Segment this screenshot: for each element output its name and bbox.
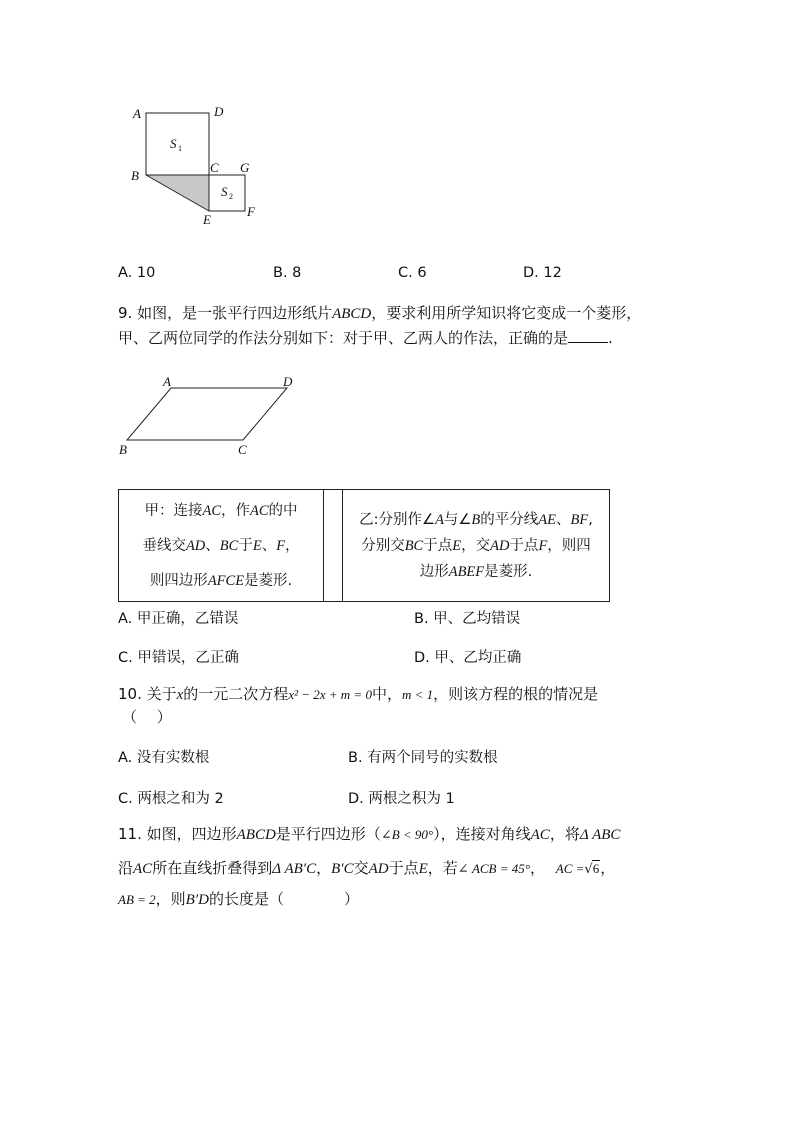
q11-line2: 沿AC所在直线折叠得到Δ AB′C，B′C交AD于点E，若∠ ACB = 45°， AC =√6， (118, 859, 616, 877)
q8-option-c: C. 6 (398, 265, 427, 281)
label-s2: S (221, 184, 228, 199)
label-c: C (238, 442, 247, 457)
label-c: C (210, 160, 219, 175)
q9-option-a: A. 甲正确，乙错误 (118, 611, 239, 627)
label-b: B (119, 442, 127, 457)
q11-line1: 11. 如图，四边形ABCD是平行四边形（∠B < 90°），连接对角线AC，将Δ ABC (118, 825, 621, 843)
label-s1-sub: 1 (178, 144, 182, 153)
method-yi: 乙:分别作∠A与∠B的平分线AE、BF, 分别交BC于点E，交AD于点F，则四 边形ABEF是菱形. (343, 490, 610, 602)
parallelogram-abcd (127, 388, 287, 440)
q10-option-d: D. 两根之积为 1 (348, 791, 455, 807)
label-e: E (203, 212, 211, 227)
label-s1: S (170, 136, 177, 151)
figure-parallelogram (115, 372, 305, 462)
q8-option-a: A. 10 (118, 265, 156, 281)
label-a: A (133, 106, 141, 121)
q8-option-b: B. 8 (273, 265, 302, 281)
q9-option-b: B. 甲、乙均错误 (414, 611, 521, 627)
q11-line3: AB = 2，则B′D的长度是（ ） (118, 890, 359, 908)
q10-answer-paren: （ ） (122, 708, 172, 726)
answer-blank[interactable] (568, 328, 608, 343)
q9-line1: 9. 如图，是一张平行四边形纸片ABCD，要求利用所学知识将它变成一个菱形， (118, 304, 642, 322)
q10-option-a: A. 没有实数根 (118, 750, 210, 766)
label-a: A (163, 374, 171, 389)
label-f: F (247, 204, 255, 219)
q8-option-d: D. 12 (523, 265, 562, 281)
q10-stem: 10. 关于x的一元二次方程x² − 2x + m = 0中，m < 1，则该方程的根的情况是 (118, 685, 599, 703)
label-b: B (131, 168, 139, 183)
divider-cell (324, 490, 343, 602)
method-jia: 甲：连接AC，作AC的中 垂线交AD、BC于E、F， 则四边形AFCE是菱形. (119, 490, 324, 602)
q9-option-c: C. 甲错误，乙正确 (118, 650, 239, 666)
q9-line2: 甲、乙两位同学的作法分别如下：对于甲、乙两人的作法，正确的是 . (118, 329, 613, 347)
label-s2-sub: 2 (229, 192, 233, 201)
label-d: D (283, 374, 293, 389)
methods-table (118, 489, 610, 602)
label-g: G (240, 160, 250, 175)
figure-squares (125, 100, 265, 230)
q10-option-c: C. 两根之和为 2 (118, 791, 224, 807)
label-d: D (214, 104, 224, 119)
q10-option-b: B. 有两个同号的实数根 (348, 750, 498, 766)
q9-option-d: D. 甲、乙均正确 (414, 650, 522, 666)
